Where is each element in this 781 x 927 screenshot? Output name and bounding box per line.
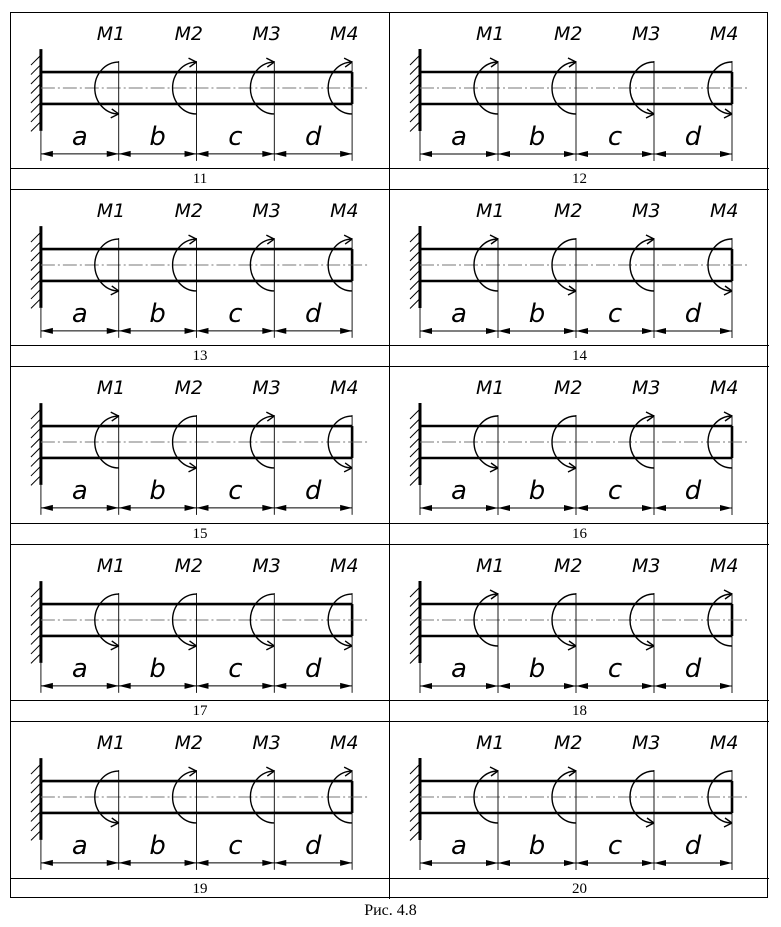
moment-label: M4 <box>330 200 359 223</box>
moment-label: M2 <box>174 377 203 400</box>
beam-diagram <box>11 13 389 168</box>
wall-hatch <box>31 764 41 774</box>
moment-label: M4 <box>330 554 359 577</box>
segment-label: b <box>528 122 546 152</box>
wall-hatch <box>31 270 41 280</box>
wall-hatch <box>31 280 41 290</box>
scheme-number: 20 <box>390 878 769 899</box>
wall-hatch <box>31 438 41 448</box>
moment-label: M3 <box>252 23 281 46</box>
beam-diagram <box>390 190 769 345</box>
segment-label: c <box>607 476 623 507</box>
moment-label: M2 <box>174 554 203 577</box>
wall-hatch <box>31 74 41 84</box>
wall-hatch <box>31 830 41 840</box>
wall-hatch <box>31 606 41 616</box>
segment-label: c <box>228 121 243 152</box>
wall-hatch <box>31 65 41 75</box>
scheme-cell <box>11 190 390 367</box>
segment-label: b <box>528 299 546 330</box>
moment-label: M1 <box>476 23 505 45</box>
wall-hatch <box>31 93 41 103</box>
wall-hatch <box>31 615 41 625</box>
moment-label: M4 <box>330 23 359 46</box>
segment-label: d <box>684 653 702 684</box>
segment-label: a <box>71 476 88 507</box>
segment-label: a <box>71 830 88 861</box>
wall-hatch <box>31 102 41 112</box>
scheme-number: 17 <box>11 700 389 721</box>
moment-label: M2 <box>174 23 203 46</box>
moment-label: M1 <box>476 731 505 754</box>
scheme-cell <box>390 367 769 544</box>
wall-hatch <box>31 55 41 65</box>
wall-hatch <box>31 84 41 94</box>
wall-hatch <box>31 821 41 831</box>
moment-label: M3 <box>632 377 661 400</box>
wall-hatch <box>31 242 41 252</box>
segment-label: d <box>304 653 322 684</box>
segment-label: b <box>149 476 166 507</box>
scheme-cell <box>11 545 390 722</box>
beam-diagram <box>390 722 769 877</box>
wall-hatch <box>31 251 41 261</box>
wall-hatch <box>31 644 41 654</box>
wall-hatch <box>31 596 41 606</box>
segment-label: d <box>304 299 322 330</box>
segment-label: d <box>304 121 322 152</box>
segment-label: c <box>607 830 623 861</box>
wall-hatch <box>31 634 41 644</box>
beam-diagram <box>11 722 389 877</box>
wall-hatch <box>31 428 41 438</box>
moment-label: M4 <box>710 731 739 754</box>
scheme-cell <box>11 722 390 899</box>
wall-hatch <box>31 409 41 419</box>
wall-hatch <box>31 121 41 131</box>
segment-label: d <box>684 830 702 861</box>
segment-label: b <box>149 299 166 330</box>
scheme-cell <box>11 13 390 190</box>
moment-label: M4 <box>710 377 739 400</box>
moment-label: M2 <box>554 23 583 45</box>
moment-label: M3 <box>252 731 281 754</box>
moment-label: M1 <box>96 554 126 577</box>
moment-label: M1 <box>476 200 505 223</box>
moment-label: M1 <box>476 377 505 400</box>
wall-hatch <box>31 625 41 635</box>
segment-label: b <box>528 653 546 684</box>
moment-label: M3 <box>252 200 281 223</box>
beam-diagram <box>11 367 389 522</box>
segment-label: c <box>607 122 623 152</box>
wall-hatch <box>31 232 41 242</box>
beam-diagram <box>390 367 769 522</box>
moment-label: M3 <box>632 731 661 754</box>
wall-hatch <box>31 457 41 467</box>
scheme-number: 18 <box>390 700 769 721</box>
moment-label: M2 <box>554 377 583 400</box>
scheme-number: 13 <box>11 345 389 366</box>
scheme-number: 19 <box>11 878 389 899</box>
wall-hatch <box>31 653 41 663</box>
moment-label: M4 <box>330 377 359 400</box>
segment-label: c <box>607 299 623 330</box>
wall-hatch <box>31 112 41 122</box>
moment-label: M2 <box>554 200 583 223</box>
moment-label: M4 <box>710 554 739 577</box>
segment-label: a <box>451 476 467 507</box>
moment-label: M4 <box>710 23 739 45</box>
segment-label: b <box>528 476 546 507</box>
scheme-cell <box>11 367 390 544</box>
moment-label: M2 <box>174 200 203 223</box>
moment-label: M1 <box>96 377 126 400</box>
wall-hatch <box>31 587 41 597</box>
segment-label: c <box>228 476 243 507</box>
beam-diagram <box>11 545 389 700</box>
segment-label: c <box>228 299 243 330</box>
segment-label: b <box>149 653 166 684</box>
wall-hatch <box>31 447 41 457</box>
scheme-number: 14 <box>390 345 769 366</box>
wall-hatch <box>31 299 41 309</box>
segment-label: a <box>451 653 467 684</box>
segment-label: a <box>71 653 88 684</box>
moment-label: M2 <box>554 554 583 577</box>
scheme-number: 15 <box>11 523 389 544</box>
wall-hatch <box>31 783 41 793</box>
segment-label: d <box>684 122 702 152</box>
segment-label: a <box>451 830 467 861</box>
beam-diagram <box>390 545 769 700</box>
segment-label: b <box>149 830 166 861</box>
wall-hatch <box>31 773 41 783</box>
segment-label: a <box>71 299 88 330</box>
moment-label: M2 <box>174 731 203 754</box>
moment-label: M3 <box>632 200 661 223</box>
wall-hatch <box>31 261 41 271</box>
figure-caption: Рис. 4.8 <box>364 902 417 919</box>
moment-label: M1 <box>476 554 505 577</box>
moment-label: M3 <box>632 23 661 45</box>
segment-label: d <box>684 476 702 507</box>
scheme-cell <box>390 190 769 367</box>
segment-label: d <box>304 476 322 507</box>
segment-label: c <box>228 830 243 861</box>
scheme-number: 16 <box>390 523 769 544</box>
scheme-number: 12 <box>390 168 769 189</box>
moment-label: M2 <box>554 731 583 754</box>
scheme-cell <box>390 13 769 190</box>
segment-label: a <box>71 121 88 152</box>
moment-label: M1 <box>96 731 126 754</box>
moment-label: M3 <box>252 554 281 577</box>
moment-label: M1 <box>96 23 126 46</box>
schemes-table <box>10 12 768 898</box>
segment-label: a <box>451 299 467 330</box>
segment-label: d <box>684 299 702 330</box>
segment-label: b <box>528 830 546 861</box>
wall-hatch <box>31 811 41 821</box>
wall-hatch <box>31 802 41 812</box>
wall-hatch <box>31 466 41 476</box>
segment-label: c <box>607 653 623 684</box>
wall-hatch <box>31 419 41 429</box>
wall-hatch <box>31 792 41 802</box>
wall-hatch <box>31 476 41 486</box>
moment-label: M3 <box>252 377 281 400</box>
beam-diagram <box>390 13 769 168</box>
segment-label: a <box>451 122 467 152</box>
segment-label: b <box>149 121 166 152</box>
moment-label: M4 <box>330 731 359 754</box>
beam-diagram <box>11 190 389 345</box>
segment-label: d <box>304 830 322 861</box>
moment-label: M3 <box>632 554 661 577</box>
scheme-number: 11 <box>11 168 389 189</box>
moment-label: M1 <box>96 200 126 223</box>
segment-label: c <box>228 653 243 684</box>
wall-hatch <box>31 289 41 299</box>
scheme-cell <box>390 545 769 722</box>
scheme-cell <box>390 722 769 899</box>
moment-label: M4 <box>710 200 739 223</box>
